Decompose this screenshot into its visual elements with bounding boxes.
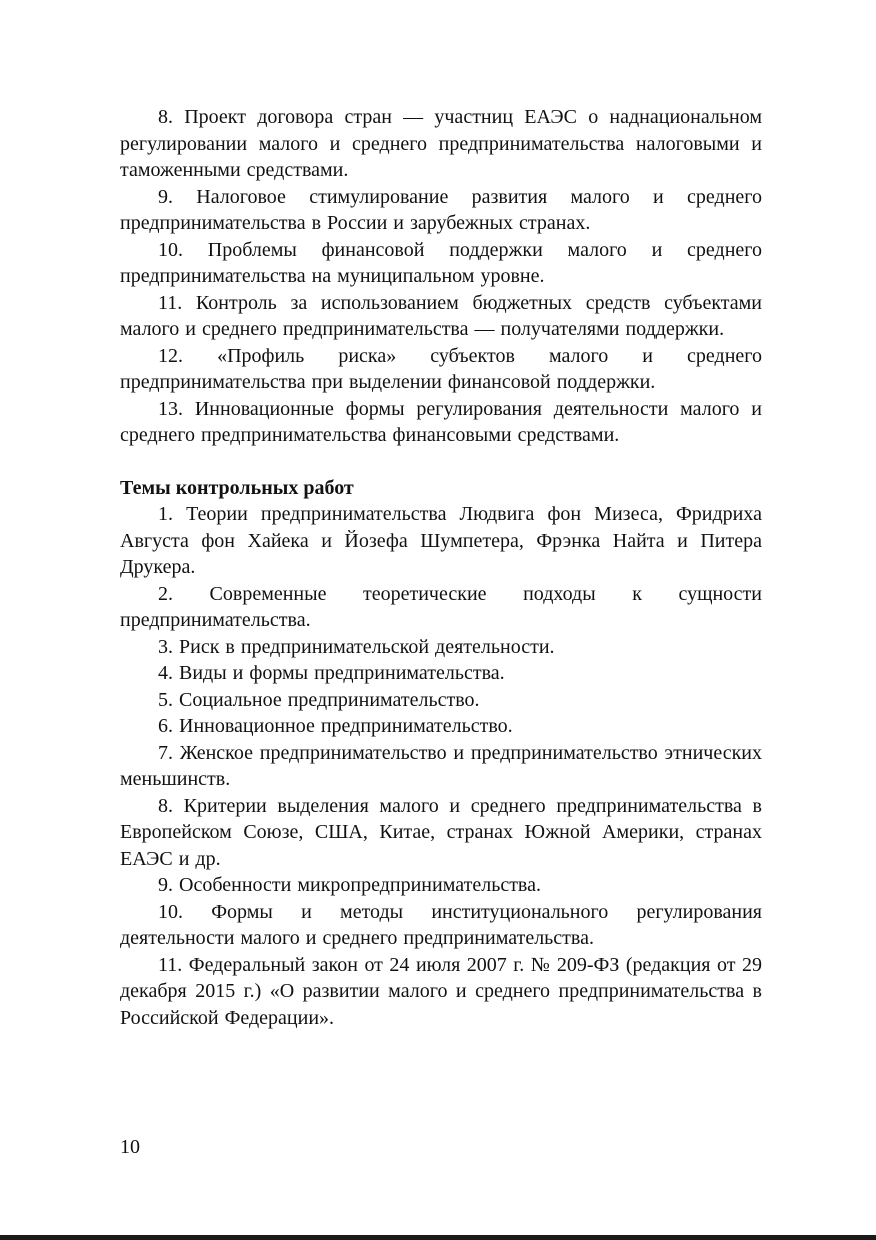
paragraph: 2. Современные теоретические подходы к сущности предпринимательства. [120, 582, 762, 631]
paragraph: 6. Инновационное предпринимательство. [158, 715, 513, 737]
paragraph: 7. Женское предпринимательство и предпринимательство этнических меньшинств. [120, 741, 762, 790]
section-heading: Темы контрольных работ [120, 476, 354, 499]
text-block [120, 104, 762, 1031]
paragraph: 9. Налоговое стимулирование развития малого и среднего предпринимательства в России и зарубежных странах. [120, 185, 762, 234]
paragraph: 4. Виды и формы предпринимательства. [158, 662, 505, 684]
paragraph: 9. Особенности микропредпринимательства. [158, 874, 541, 896]
page-edge-shadow [0, 1235, 876, 1240]
paragraph: 10. Формы и методы институционального регулирования деятельности малого и среднего предпринимательства. [120, 900, 762, 949]
paragraph: 5. Социальное предпринимательство. [158, 688, 480, 711]
paragraph: 10. Проблемы финансовой поддержки малого и среднего предпринимательства на муниципальном уровне. [120, 238, 762, 287]
paragraph: 12. «Профиль риска» субъектов малого и среднего предпринимательства при выделении финансовой поддержки. [120, 344, 762, 393]
paragraph: 3. Риск в предпринимательской деятельности. [158, 635, 555, 658]
paragraph: 8. Проект договора стран — участниц ЕАЭС о наднациональном регулировании малого и среднего предпринимательства налоговыми и таможенными средствами. [120, 106, 762, 181]
paragraph: 11. Федеральный закон от 24 июля 2007 г. № 209-ФЗ (редакция от 29 декабря 2015 г.) «О развитии малого и среднего предпринимательства в Российской Федерации». [120, 953, 762, 1029]
paragraph: 1. Теории предпринимательства Людвига фон Мизеса, Фридриха Августа фон Хайека и Йозефа Шумпетера, Фрэнка Найта и Питера Друкера. [120, 503, 762, 578]
paragraph: 11. Контроль за использованием бюджетных средств субъектами малого и среднего предпринимательства — получателями поддержки. [120, 291, 762, 340]
paragraph: 13. Инновационные формы регулирования деятельности малого и среднего предпринимательства финансовыми средствами. [120, 397, 762, 446]
page-number: 10 [120, 1136, 140, 1158]
paragraph: 8. Критерии выделения малого и среднего предпринимательства в Европейском Союзе, США, Китае, странах Южной Америки, странах ЕАЭС и др. [120, 794, 762, 870]
